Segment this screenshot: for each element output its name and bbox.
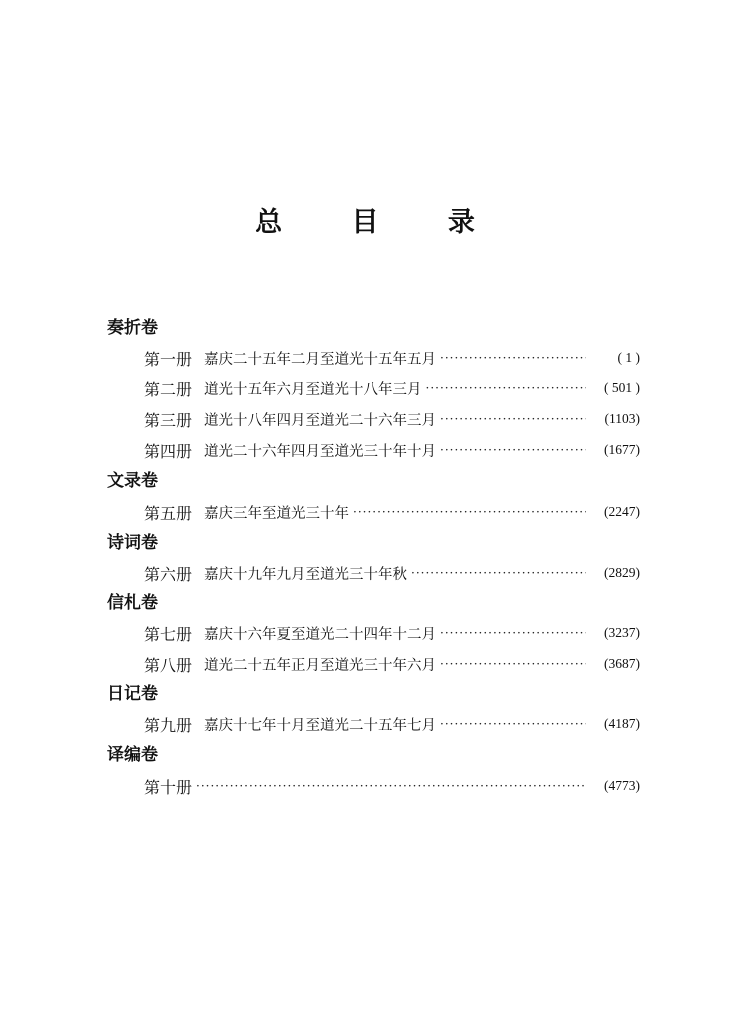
section-heading: 信札卷 [107,593,158,613]
date-range: 道光二十六年四月至道光三十年十月 [204,443,437,460]
date-range: 嘉庆十九年九月至道光三十年秋 [204,566,408,583]
dot-leader [426,375,586,401]
dot-leader [440,620,586,646]
dot-leader [440,651,586,677]
toc-entry[interactable] [144,560,640,586]
date-range: 道光二十五年正月至道光三十年六月 [204,657,437,674]
toc-entry[interactable] [144,620,640,646]
page-number: (1103) [604,411,640,426]
page-title: 总 目 录 [255,207,505,238]
volume-label: 第九册 [144,715,193,735]
dot-leader [440,345,586,371]
toc-entry[interactable] [144,651,640,677]
section-heading: 日记卷 [107,684,158,704]
page-number: (4187) [604,716,640,731]
page-number: (2247) [604,504,640,519]
page-number: (3687) [604,656,640,671]
volume-label: 第八册 [144,655,193,675]
toc-entry[interactable] [144,437,640,463]
page-number: (1677) [604,442,640,457]
page-number: ( 1 ) [617,350,640,365]
page-number: (2829) [604,565,640,580]
dot-leader [353,499,586,525]
dot-leader [196,773,586,799]
date-range: 嘉庆十七年十月至道光二十五年七月 [204,717,437,734]
date-range: 道光十五年六月至道光十八年三月 [204,381,422,398]
date-range: 嘉庆二十五年二月至道光十五年五月 [204,351,437,368]
volume-label: 第六册 [144,564,193,584]
toc-entry[interactable] [144,773,640,799]
volume-label: 第七册 [144,624,193,644]
page-number: ( 501 ) [604,380,640,395]
section-heading: 文录卷 [107,471,158,491]
volume-label: 第二册 [144,379,193,399]
toc-entry[interactable] [144,711,640,737]
section-heading: 诗词卷 [107,533,158,553]
toc-entry[interactable] [144,406,640,432]
volume-label: 第一册 [144,349,193,369]
dot-leader [411,560,586,586]
dot-leader [440,437,586,463]
page-number: (4773) [604,778,640,793]
toc-entry[interactable] [144,499,640,525]
section-heading: 译编卷 [107,745,158,765]
date-range: 嘉庆十六年夏至道光二十四年十二月 [204,626,437,643]
date-range: 嘉庆三年至道光三十年 [204,505,350,522]
toc-entry[interactable] [144,345,640,371]
page-number: (3237) [604,625,640,640]
toc-entry[interactable] [144,375,640,401]
volume-label: 第三册 [144,410,193,430]
volume-label: 第四册 [144,441,193,461]
dot-leader [440,406,586,432]
dot-leader [440,711,586,737]
date-range: 道光十八年四月至道光二十六年三月 [204,412,437,429]
volume-label: 第五册 [144,503,193,523]
section-heading: 奏折卷 [107,318,158,338]
volume-label: 第十册 [144,777,193,797]
